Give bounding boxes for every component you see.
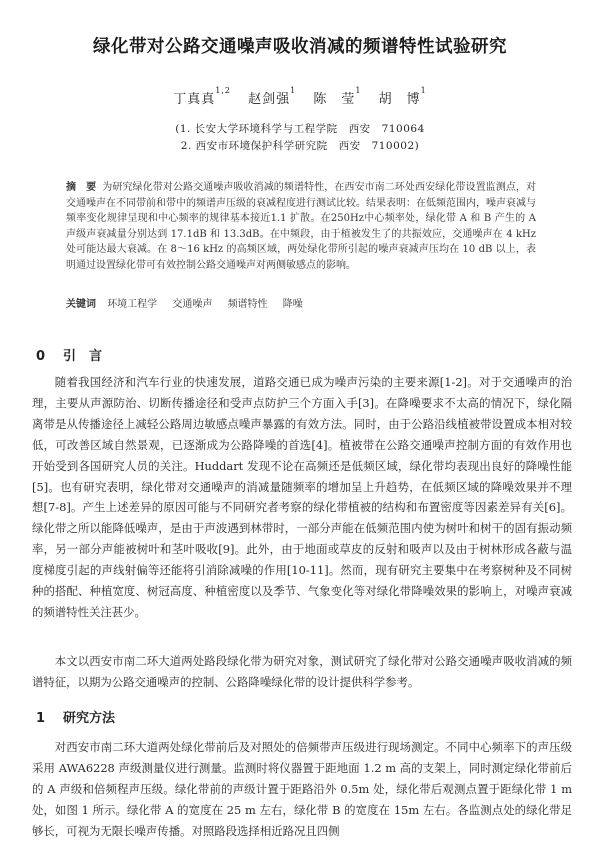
keyword: 频谱特性 [227,299,268,310]
keyword: 交通噪声 [172,299,213,310]
keywords-label: 关键词 [66,299,96,310]
section-heading-methods: 1 研究方法 [36,711,116,726]
author: 赵剑强$^1$ [248,86,297,107]
paper-title: 绿化带对公路交通噪声吸收消减的频谱特性试验研究 [93,37,507,57]
paragraph: 对西安市南二环大道两处绿化带前后及对照处的倍频带声压级进行现场测定。不同中心频率下的声压级采用 AWA6228 声级测量仪进行测量。监测时将仪器置于距地面 1.2 m 高的支架上，同时测定绿化带前后的 A 声级和倍频程声压级。绿化带前的声级计置于距路沿外 0.5m 处，绿化带后观测点置于距绿化带 1 m 处，如图 1 所示。绿化带 A 的宽度在 25 m 左右，绿化带 B 的宽度在 15m 左右。各监测点处的绿化带足够长，可视为无限长噪声传播。对照路段选择相近路况且四侧 [32,740,572,838]
author-list [0,88,600,107]
section-heading-introduction: 0 引 言 [36,349,103,364]
paragraph: 随着我国经济和汽车行业的快速发展，道路交通已成为噪声污染的主要来源[1-2]。对于交通噪声的治理，主要从声源防治、切断传播途径和受声点防护三个方面入手[3]。在降噪要求不太高的情况下，绿化隔离带是从传播途径上减轻公路周边敏感点噪声暴露的有效方法。同时，由于公路沿线植被带设置成本相对较低，可改善区域自然景观，已逐渐成为公路降噪的首选[4]。植被带在公路交通噪声控制方面的有效作用也开始受到各国研究人员的关注。Huddart 发现不论在高频还是低频区域，绿化带均表现出良好的降噪性能[5]。也有研究表明，绿化带对交通噪声的消减量随频率的增加呈上升趋势，在低频区域的降噪效果并不理想[7-8]。产生上述差异的原因可能与不同研究者考察的绿化带植被的结构和布置密度等因素差异有关[6]。绿化带之所以能降低噪声，是由于声波遇到林带时，一部分声能在低频范围内使为树叶和树干的固有振动频率，另一部分声能被树叶和茎叶吸收[9]。此外，由于地面或草皮的反射和吸声以及由于树林形成各蔽与温度梯度引起的声线射偏等还能将引消除减噪的作用[10-11]。然而，现有研究主要集中在考察树种及不同树种的搭配、种植宽度、树冠高度、种植密度以及季节、气象变化等对绿化带降噪效果的影响上，对噪声衰减的频谱特性关注甚少。 [32,375,572,619]
author: 陈 莹$^1$ [313,86,362,107]
affiliation: 2. 西安市环境保护科学研究院 西安 710002) [180,140,420,152]
author: 丁真真$^{1,2}$ [173,86,231,107]
abstract [66,180,536,274]
abstract-label: 摘 要 [66,182,97,193]
paragraph: 本文以西安市南二环大道两处路段绿化带为研究对象，测试研究了绿化带对公路交通噪声吸收消减的频谱特征，以期为公路交通噪声的控制、公路降噪绿化带的设计提供科学参考。 [32,654,572,689]
keywords [66,295,536,310]
author: 胡 博$^1$ [378,86,427,107]
abstract-text: 为研究绿化带对公路交通噪声吸收消减的频谱特性，在西安市南二环处西安绿化带设置监测点，对交通噪声在不同带前和带中的频谱声压级的衰减程度进行测试比较。结果表明：在低频范围内，噪声衰减与频率变化规律呈现和中心频率的规律基本接近1.1 扩散。在250Hz中心频率处，绿化带 A 和 B 产生的 A 声级声衰减量分别达到 17.1dB 和 13.3dB。在中频段，由于植被发生了的共振效应，交通噪声在 4 kHz 处可能达最大衰减。在 8～16 kHz 的高频区域，两处绿化带所引起的噪声衰减声压均在 10 dB 以上，表明通过设置绿化带可有效控制公路交通噪声对两侧敏感点的影响。 [66,182,537,271]
keyword: 降噪 [282,299,303,310]
keyword: 环境工程学 [107,299,158,310]
affiliation: (1. 长安大学环境科学与工程学院 西安 710064 [175,123,425,135]
